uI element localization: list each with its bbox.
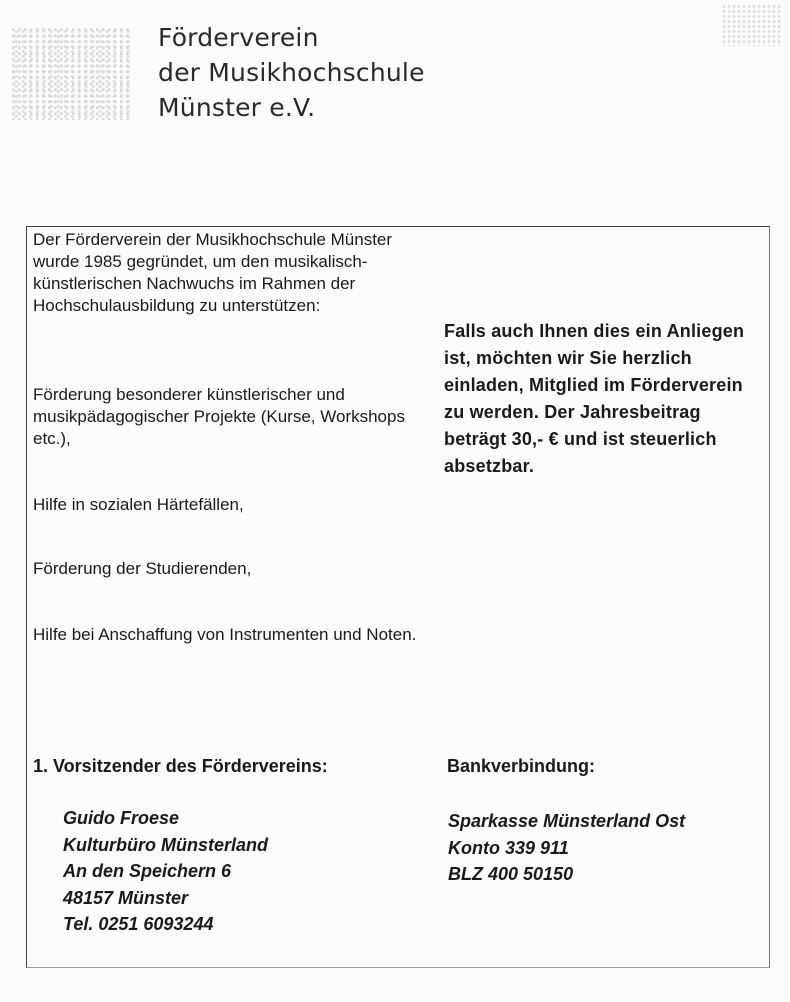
support-item-instruments: Hilfe bei Anschaffung von Instrumenten und Noten. [33,625,417,644]
chair-name: Guido Froese [63,808,180,828]
chair-phone: Tel. 0251 6093244 [63,914,214,934]
bank-code: BLZ 400 50150 [448,864,574,884]
membership-invitation: Falls auch Ihnen dies ein Anliegen ist, möchten wir Sie herzlich einladen, Mitglied im Förderverein zu werden. Der Jahresbeitrag beträgt 30,- € und ist steuerlich absetzbar. [444,321,745,476]
chair-address [63,805,268,938]
logo-mark [12,28,130,120]
bank-account: Konto 339 911 [448,837,569,858]
letterhead-line-2: der Musikhochschule [158,58,425,87]
chair-organization: Kulturbüro Münsterland [63,834,268,855]
support-item-projects: Förderung besonderer künstlerischer und musikpädagogischer Projekte (Kurse, Workshops etc.), [33,385,405,448]
chair-city: 48157 Münster [63,887,189,908]
bank-heading: Bankverbindung: [447,756,596,776]
letterhead-line-1: Förderverein [158,23,319,52]
chair-street: An den Speichern 6 [63,861,232,881]
letterhead [158,20,425,125]
bank-name: Sparkasse Münsterland Ost [448,811,686,831]
chair-heading: 1. Vorsitzender des Fördervereins: [33,756,328,776]
bank-details [448,808,685,888]
support-item-hardship: Hilfe in sozialen Härtefällen, [33,495,244,514]
intro-paragraph: Der Förderverein der Musikhochschule Münster wurde 1985 gegründet, um den musikalisch-künstlerischen Nachwuchs im Rahmen der Hochschulausbildung zu unterstützen: [33,230,393,315]
scan-artifact [722,4,782,46]
letterhead-line-3: Münster e.V. [158,93,316,122]
support-item-students: Förderung der Studierenden, [33,559,252,578]
